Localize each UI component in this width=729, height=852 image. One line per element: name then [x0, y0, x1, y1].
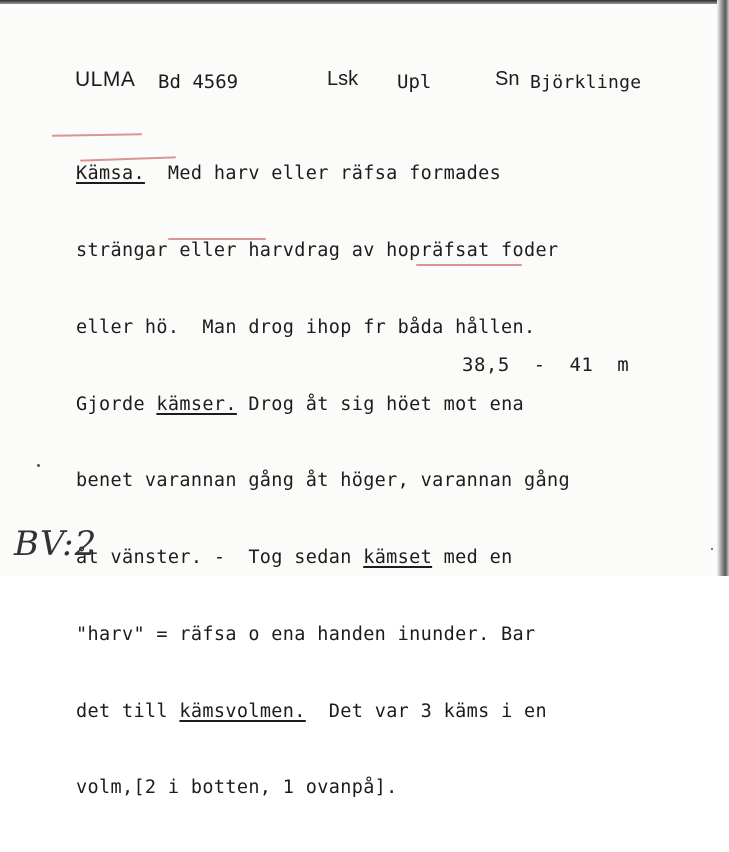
landskap-value: Upl: [397, 71, 432, 93]
text-line-8-rest: Det var 3 käms i en: [305, 700, 548, 722]
card-right-edge: [717, 0, 729, 576]
text-line-4-rest: Drog åt sig höet mot ena: [236, 393, 525, 415]
text-line-6-start: åt vänster. - Tog sedan: [76, 547, 364, 569]
parish-value: Björklinge: [530, 72, 642, 93]
text-line-6-rest: med en: [432, 547, 513, 569]
measurement: 38,5 - 41 m: [462, 354, 630, 376]
card-top-edge: [0, 0, 729, 4]
keyword-kamsvolmen: kämsvolmen.: [179, 700, 306, 722]
text-line-2: strängar eller harvdrag av hopräfsat foder: [76, 239, 559, 261]
archive-code: ULMA: [75, 68, 136, 91]
card-body-text: [76, 110, 570, 852]
keyword-kamser: kämser.: [156, 393, 237, 415]
paper-speck: [37, 464, 40, 467]
landskap-label: Lsk: [327, 68, 359, 90]
text-line-9: volm,[2 i botten, 1 ovanpå].: [76, 777, 398, 799]
keyword-kamsa: Kämsa.: [76, 163, 145, 185]
text-line-8-start: det till: [76, 700, 180, 722]
parish-label: Sn: [495, 68, 520, 90]
text-line-8: [76, 699, 570, 725]
text-line-1-rest: Med harv eller räfsa formades: [144, 163, 502, 185]
text-line-3: eller hö. Man drog ihop fr båda hållen.: [76, 316, 536, 338]
text-line-5: benet varannan gång åt höger, varannan gång: [76, 470, 570, 492]
paper-speck: [711, 548, 713, 550]
text-line-6: [76, 545, 570, 571]
handwritten-signature: BV:2: [14, 524, 98, 564]
text-line-7: "harv" = räfsa o ena handen inunder. Bar: [76, 623, 536, 645]
text-line-4: [76, 392, 570, 418]
keyword-kamset: kämset: [363, 547, 433, 569]
card-header: [75, 68, 675, 98]
text-line-1: [76, 161, 570, 187]
reference-number: Bd 4569: [158, 71, 239, 93]
text-line-4-start: Gjorde: [76, 393, 157, 415]
